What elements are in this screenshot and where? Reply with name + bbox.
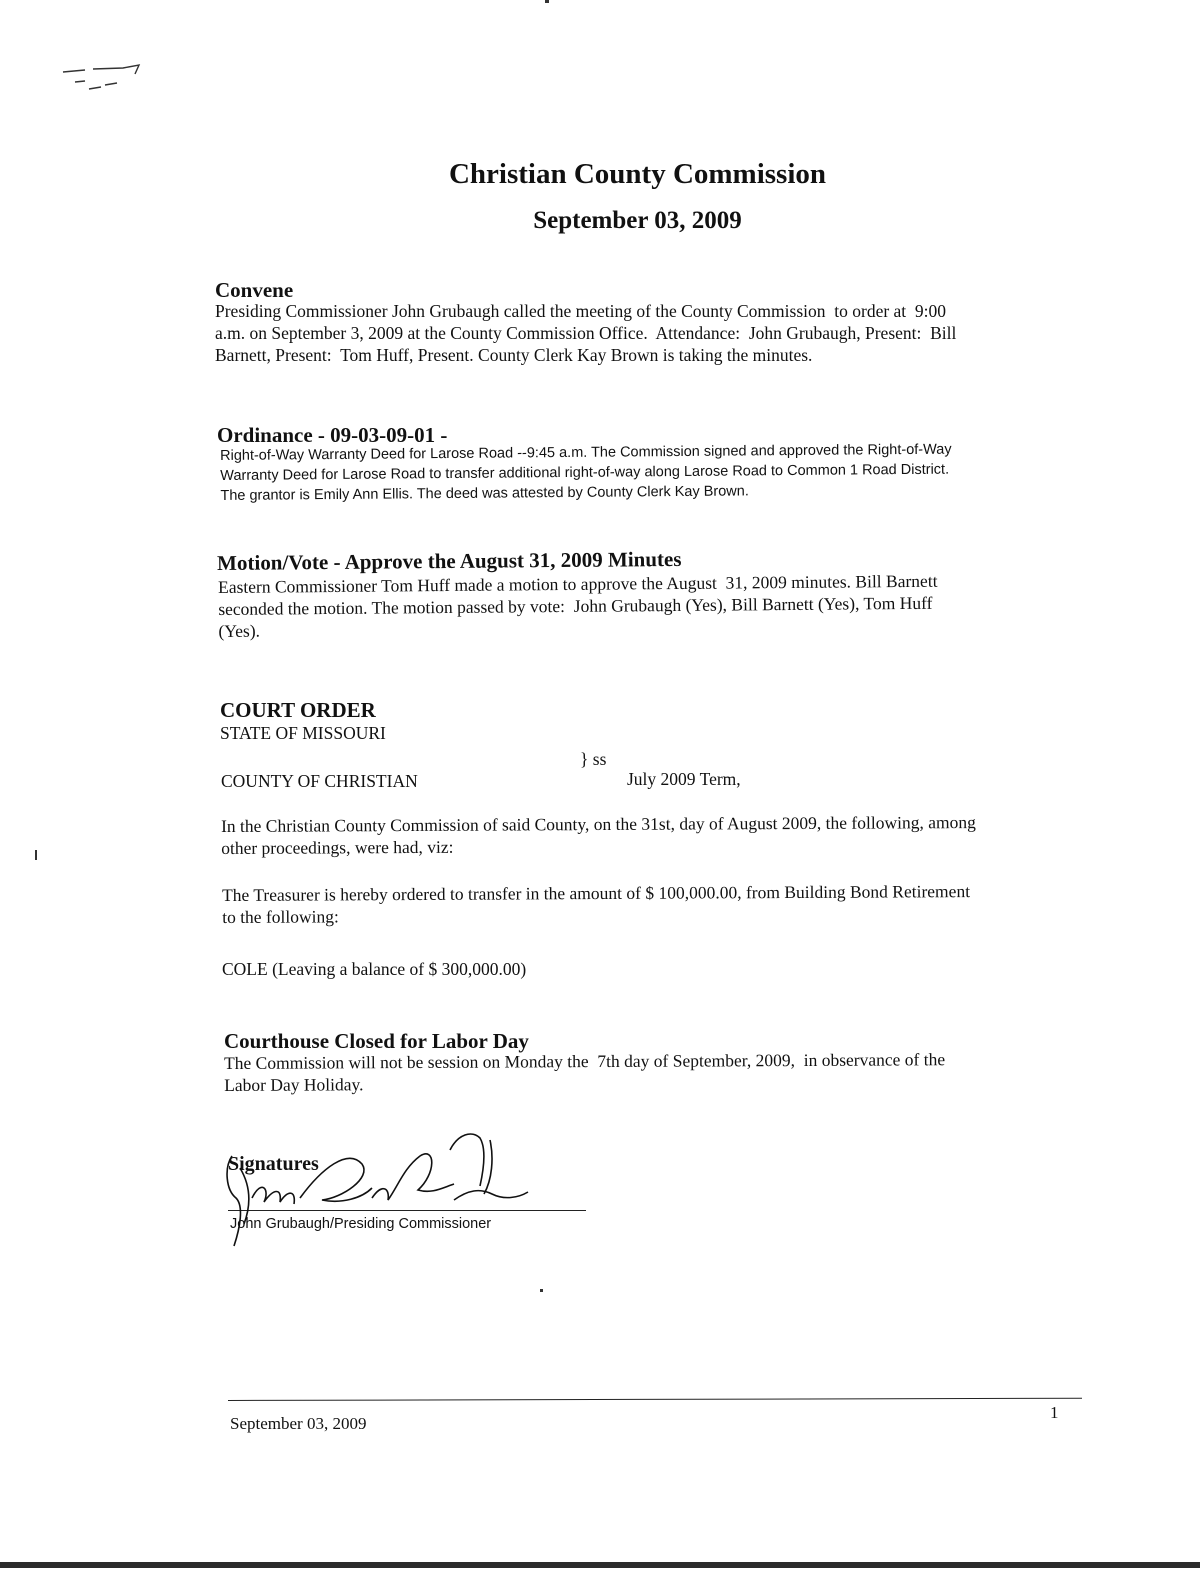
scan-speck	[540, 1289, 543, 1292]
text-line: The Treasurer is hereby ordered to transfer in the amount of $ 100,000.00, from Building Bond Retirement	[222, 881, 971, 905]
scan-mark-icon	[55, 60, 150, 95]
footer-rule	[228, 1398, 1082, 1401]
signatures-heading: Signatures	[228, 1153, 319, 1175]
scan-speck	[35, 850, 37, 860]
convene-text	[215, 300, 1095, 366]
text-line: other proceedings, were had, viz:	[221, 836, 454, 858]
section-heading-motion: Motion/Vote - Approve the August 31, 2009 Minutes	[217, 546, 682, 575]
court-order-county: COUNTY OF CHRISTIAN	[221, 771, 418, 791]
section-heading-ordinance: Ordinance - 09-03-09-01 -	[217, 423, 448, 447]
document-date: September 03, 2009	[533, 207, 742, 234]
motion-text	[218, 568, 1099, 642]
text-line: Barnett, Present: Tom Huff, Present. County Clerk Kay Brown is taking the minutes.	[215, 345, 813, 365]
document-title: Christian County Commission	[448, 158, 827, 190]
signer-name: John Grubaugh/Presiding Commissioner	[230, 1216, 492, 1232]
text-line: Right-of-Way Warranty Deed for Larose Road --9:45 a.m. The Commission signed and approved the Right-of-Way	[220, 441, 952, 464]
scan-bottom-edge	[0, 1562, 1200, 1568]
handwritten-signature	[222, 1128, 542, 1258]
text-line: The Commission will not be session on Monday the 7th day of September, 2009, in observance of the	[224, 1049, 946, 1073]
text-line: (Yes).	[218, 620, 261, 641]
section-heading-court-order: COURT ORDER	[220, 698, 376, 722]
text-line: a.m. on September 3, 2009 at the County Commission Office. Attendance: John Grubaugh, Present: Bill	[215, 323, 957, 343]
text-line: Presiding Commissioner John Grubaugh called the meeting of the County Commission to order at 9:00	[215, 301, 947, 321]
court-order-state: STATE OF MISSOURI	[220, 723, 386, 743]
text-line: In the Christian County Commission of said County, on the 31st, day of August 2009, the following, among	[221, 812, 976, 836]
text-line: Labor Day Holiday.	[224, 1074, 364, 1095]
section-heading-labor-day: Courthouse Closed for Labor Day	[224, 1029, 529, 1053]
text-line: Warranty Deed for Larose Road to transfer additional right-of-way along Larose Road to Common 1 Road District.	[220, 461, 950, 484]
court-order-proceedings	[221, 810, 1101, 859]
ordinance-text	[220, 438, 1110, 506]
section-heading-convene: Convene	[215, 278, 294, 302]
text-line: The grantor is Emily Ann Ellis. The deed was attested by County Clerk Kay Brown.	[220, 483, 749, 504]
text-line: to the following:	[222, 906, 339, 927]
court-order-ss: } ss	[580, 749, 607, 769]
labor-day-text	[224, 1047, 1104, 1096]
footer-date: September 03, 2009	[230, 1414, 367, 1433]
text-line: Eastern Commissioner Tom Huff made a motion to approve the August 31, 2009 minutes. Bill Barnett	[218, 570, 938, 597]
page-number: 1	[1050, 1403, 1059, 1422]
court-order-term: July 2009 Term,	[627, 769, 741, 789]
court-order-transfer	[222, 879, 1102, 928]
scan-speck	[545, 0, 549, 3]
court-order-cole: COLE (Leaving a balance of $ 300,000.00)	[222, 959, 527, 979]
text-line: seconded the motion. The motion passed by vote: John Grubaugh (Yes), Bill Barnett (Yes), Tom Huff	[218, 592, 933, 619]
